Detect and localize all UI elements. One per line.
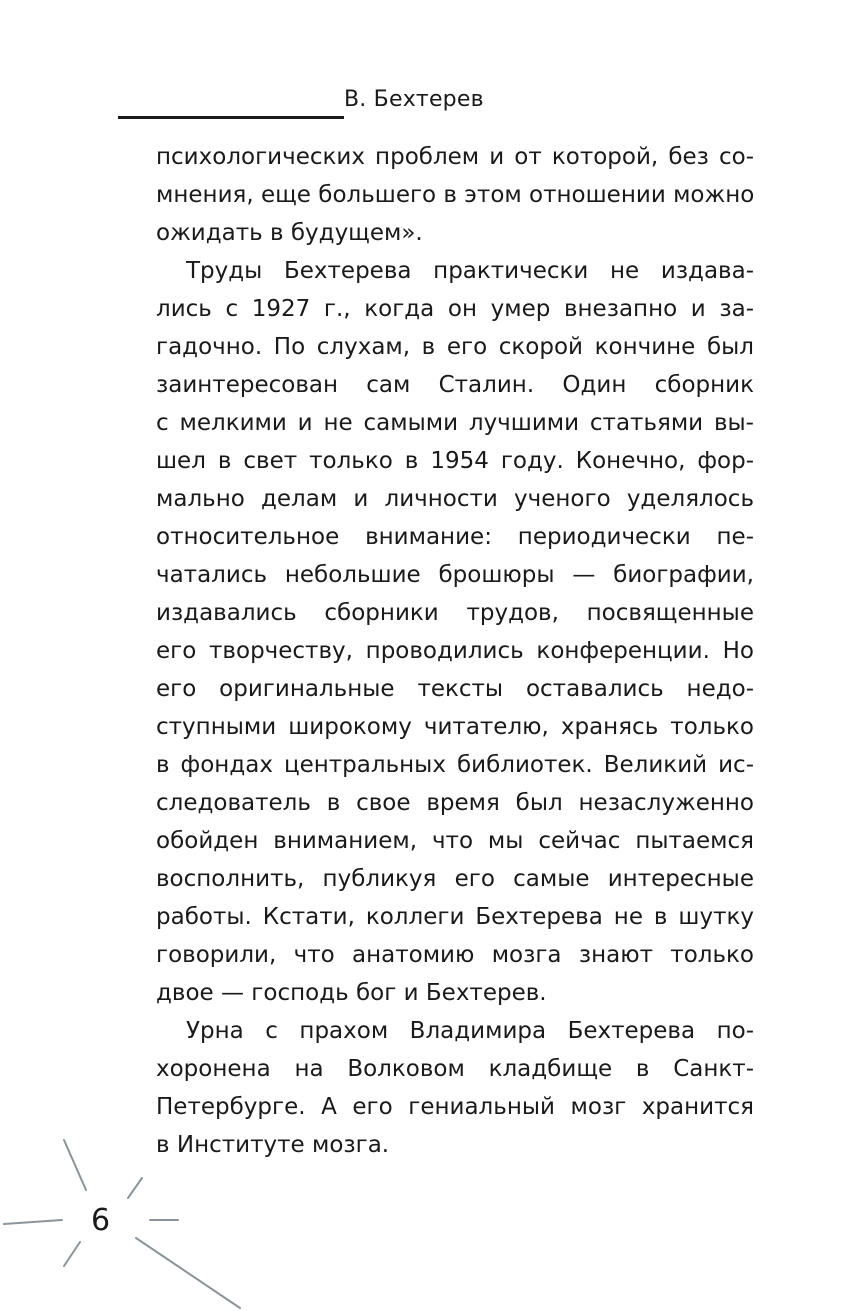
- ray-line: [128, 1178, 142, 1198]
- running-head: В. Бехтерев: [344, 87, 484, 112]
- text-line: Петербурге. А его гениальный мозг хранится: [156, 1094, 754, 1120]
- ray-line: [64, 1140, 86, 1190]
- text-line: шел в свет только в 1954 году. Конечно, фор-: [156, 448, 754, 474]
- paragraph-2: [156, 252, 754, 1012]
- text-line: с мелкими и не самыми лучшими статьями вы-: [156, 410, 754, 436]
- page-number: 6: [91, 1203, 111, 1238]
- text-line: Урна с прахом Владимира Бехтерева по-: [186, 1018, 754, 1044]
- text-line: относительное внимание: периодически пе-: [156, 524, 754, 550]
- text-line: восполнить, публикуя его самые интересные: [156, 866, 754, 892]
- text-line: ступными широкому читателю, хранясь только: [156, 714, 754, 740]
- text-line: мально делам и личности ученого уделялось: [156, 486, 754, 512]
- text-line: чатались небольшие брошюры — биографии,: [156, 562, 754, 588]
- text-line: Труды Бехтерева практически не издава-: [186, 258, 754, 284]
- text-line: работы. Кстати, коллеги Бехтерева не в шутку: [156, 904, 754, 930]
- text-line: говорили, что анатомию мозга знают только: [156, 942, 754, 968]
- text-line: мнения, еще большего в этом отношении можно: [156, 182, 755, 208]
- text-line: обойден вниманием, что мы сейчас пытаемся: [156, 828, 754, 854]
- text-line: двое — господь бог и Бехтерев.: [156, 980, 547, 1006]
- ray-line: [136, 1238, 240, 1308]
- text-line: ожидать в будущем».: [156, 220, 423, 246]
- text-line: его творчеству, проводились конференции. Но: [156, 638, 754, 664]
- paragraph-1: [156, 138, 754, 252]
- text-line: в Институте мозга.: [156, 1132, 390, 1158]
- text-line: лись с 1927 г., когда он умер внезапно и за-: [156, 296, 754, 322]
- text-line: психологических проблем и от которой, без со-: [156, 144, 754, 170]
- text-line: гадочно. По слухам, в его скорой кончине был: [156, 334, 754, 360]
- body-text: [156, 138, 754, 1164]
- text-line: хоронена на Волковом кладбище в Санкт-: [156, 1056, 754, 1082]
- text-line: заинтересован сам Сталин. Один сборник: [156, 372, 754, 398]
- text-line: следователь в свое время был незаслуженно: [156, 790, 754, 816]
- sunburst-decoration: [0, 1130, 250, 1311]
- text-line: издавались сборники трудов, посвященные: [156, 600, 754, 626]
- ray-line: [4, 1220, 62, 1224]
- text-line: в фондах центральных библиотек. Великий ис-: [156, 752, 754, 778]
- header-rule: [118, 116, 344, 119]
- ray-line: [64, 1242, 80, 1266]
- text-line: его оригинальные тексты оставались недо-: [156, 676, 754, 702]
